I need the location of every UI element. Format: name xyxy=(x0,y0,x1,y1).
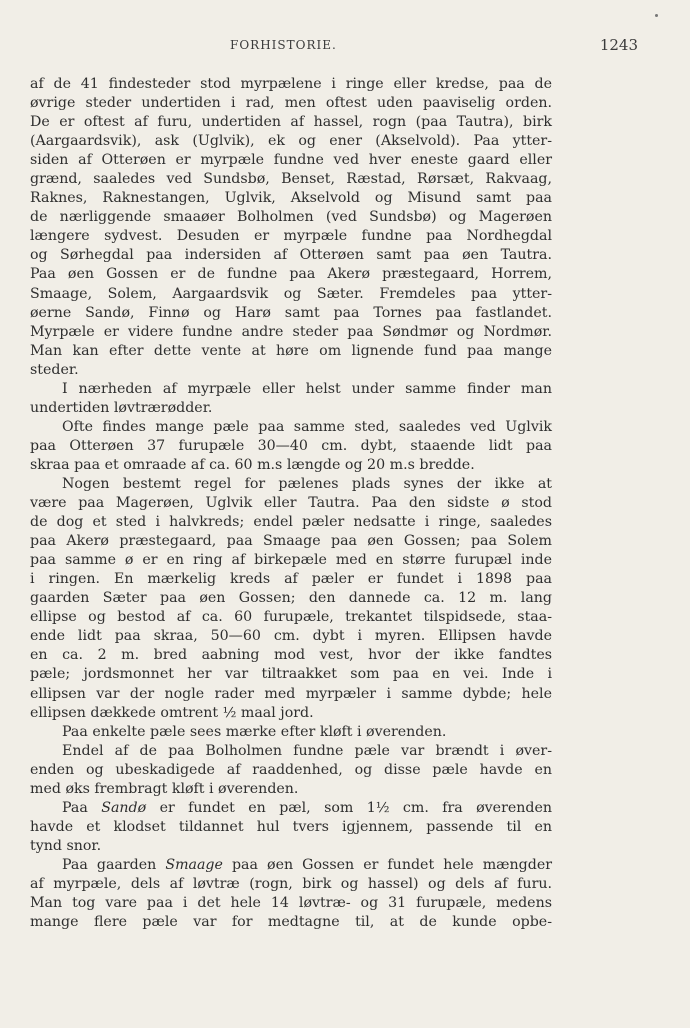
text-line: steder. xyxy=(30,361,79,378)
text-line: Myrpæle er videre fundne andre steder paa Søndmør og Nordmør. xyxy=(30,323,552,340)
text-line xyxy=(30,856,552,875)
text-line: de dog et sted i halvkreds; endel pæler nedsatte i ringe, saaledes xyxy=(30,514,552,531)
text-line: ellipsen dækkede omtrent ½ maal jord. xyxy=(30,704,314,721)
text-fragment: Paa xyxy=(62,799,102,816)
text-fragment: Paa gaarden xyxy=(62,856,166,873)
text-line: Paa øen Gossen er de fundne paa Akerø præstegaard, Horrem, xyxy=(30,266,552,283)
italic-place-name: Sandø xyxy=(101,799,147,816)
text-line: i ringen. En mærkelig kreds af pæler er fundet i 1898 paa xyxy=(30,571,552,588)
text-line: de nærliggende smaaøer Bolholmen (ved Sundsbø) og Magerøen xyxy=(30,209,552,226)
text-line: havde et klodset tildannet hul tvers igjennem, passende til en xyxy=(30,818,552,835)
text-line: længere sydvest. Desuden er myrpæle fundne paa Nordhegdal xyxy=(30,228,552,245)
text-line: siden af Otterøen er myrpæle fundne ved hver eneste gaard eller xyxy=(30,152,552,169)
text-fragment: paa øen Gossen er fundet hele mængder xyxy=(222,856,552,873)
text-line: Man tog vare paa i det hele 14 løvtræ- og 31 furupæle, medens xyxy=(30,895,552,912)
text-fragment: er fundet en pæl, som 1½ cm. fra øverenden xyxy=(146,799,552,816)
text-line: Raknes, Raknestangen, Uglvik, Akselvold og Misund samt paa xyxy=(30,190,552,207)
text-line: gaarden Sæter paa øen Gossen; den dannede ca. 12 m. lang xyxy=(30,590,552,607)
text-line: I nærheden af myrpæle eller helst under samme finder man xyxy=(62,380,552,397)
text-line: paa Otterøen 37 furupæle 30—40 cm. dybt, staaende lidt paa xyxy=(30,437,552,454)
page-number: 1243 xyxy=(599,36,638,54)
text-line xyxy=(30,799,552,818)
text-line: Endel af de paa Bolholmen fundne pæle var brændt i øver- xyxy=(62,742,552,759)
text-line: af de 41 findesteder stod myrpælene i ringe eller kredse, paa de xyxy=(30,76,552,92)
text-line: Man kan efter dette vente at høre om lignende fund paa mange xyxy=(30,342,552,359)
text-line: Nogen bestemt regel for pælenes plads synes der ikke at xyxy=(62,475,552,492)
text-line: en ca. 2 m. bred aabning mod vest, hvor der ikke fandtes xyxy=(30,647,552,664)
text-line: mange flere pæle var for medtagne til, at de kunde opbe- xyxy=(30,914,552,931)
text-line: De er oftest af furu, undertiden af hassel, rogn (paa Tautra), birk xyxy=(30,114,552,131)
text-line: Ofte findes mange pæle paa samme sted, saaledes ved Uglvik xyxy=(62,418,552,435)
text-line: øvrige steder undertiden i rad, men oftest uden paaviselig orden. xyxy=(30,95,552,112)
page-header xyxy=(30,36,638,56)
text-line: paa samme ø er en ring af birkepæle med en større furupæl inde xyxy=(30,552,552,569)
text-line: være paa Magerøen, Uglvik eller Tautra. Paa den sidste ø stod xyxy=(30,495,552,512)
text-line: med øks frembragt kløft i øverenden. xyxy=(30,780,299,797)
text-line: Paa enkelte pæle sees mærke efter kløft i øverenden. xyxy=(62,723,447,740)
text-line: ellipse og bestod af ca. 60 furupæle, trekantet tilspidsede, staa- xyxy=(30,609,552,626)
text-line: tynd snor. xyxy=(30,837,102,854)
text-line: ellipsen var der nogle rader med myrpæler i samme dybde; hele xyxy=(30,685,552,702)
body-text xyxy=(30,75,552,932)
text-line: Smaage, Solem, Aargaardsvik og Sæter. Fremdeles paa ytter- xyxy=(30,285,552,302)
text-line: undertiden løvtrærødder. xyxy=(30,399,213,416)
text-line: ende lidt paa skraa, 50—60 cm. dybt i myren. Ellipsen havde xyxy=(30,628,552,645)
text-line: skraa paa et omraade af ca. 60 m.s længde og 20 m.s bredde. xyxy=(30,456,475,473)
text-line: paa Akerø præstegaard, paa Smaage paa øen Gossen; paa Solem xyxy=(30,533,552,550)
text-line: pæle; jordsmonnet her var tiltraakket som paa en vei. Inde i xyxy=(30,666,552,683)
text-line: enden og ubeskadigede af raaddenhed, og disse pæle havde en xyxy=(30,761,552,778)
text-line: og Sørhegdal paa indersiden af Otterøen samt paa øen Tautra. xyxy=(30,247,552,264)
text-line: af myrpæle, dels af løvtræ (rogn, birk og hassel) og dels af furu. xyxy=(30,875,552,892)
print-speck xyxy=(655,14,658,17)
text-line: grænd, saaledes ved Sundsbø, Benset, Ræstad, Rørsæt, Rakvaag, xyxy=(30,171,552,188)
text-line: (Aargaardsvik), ask (Uglvik), ek og ener (Akselvold). Paa ytter- xyxy=(30,133,552,150)
text-line: øerne Sandø, Finnø og Harø samt paa Tornes paa fastlandet. xyxy=(30,304,552,321)
running-title: FORHISTORIE. xyxy=(230,38,337,52)
italic-place-name: Smaage xyxy=(165,856,223,873)
